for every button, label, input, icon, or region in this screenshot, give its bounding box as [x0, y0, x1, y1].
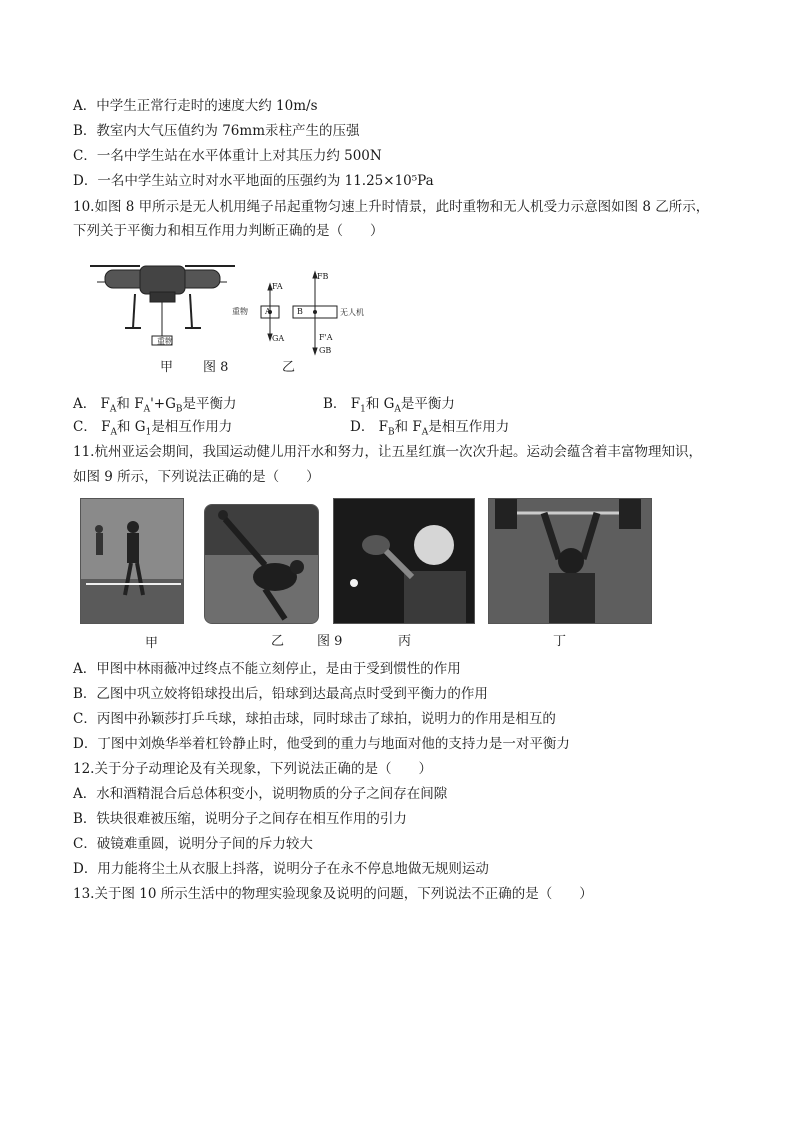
photo-shot-put: [204, 504, 319, 624]
force-fb-label: FB: [317, 272, 329, 281]
q12-option-b: B．铁块很难被压缩，说明分子之间存在相互作用的引力: [73, 811, 407, 827]
figure-8-caption-right: 乙: [282, 360, 296, 375]
q11-option-a: A．甲图中林雨薇冲过终点不能立刻停止，是由于受到惯性的作用: [73, 661, 461, 677]
q12-option-d: D．用力能将尘土从衣服上抖落，说明分子在永不停息地做无规则运动: [73, 861, 489, 877]
figure-9-caption: 图 9: [317, 634, 343, 649]
q10-option-d: D． $F_B$和 $F_A$是相互作用力: [350, 419, 510, 438]
figure-9-caption-jia: 甲: [145, 636, 159, 651]
photo-hurdles: [80, 498, 184, 624]
q12-option-a: A．水和酒精混合后总体积变小，说明物质的分子之间存在间隙: [73, 786, 448, 802]
drone-diagram: [75, 258, 405, 378]
q9-option-a: A．中学生正常行走时的速度大约 10m/s: [73, 98, 318, 114]
force-ga-label: GA: [272, 334, 285, 343]
force-gb-label: GB: [319, 346, 332, 355]
q10-option-b: B． $F_1$和 $G_A$是平衡力: [323, 396, 455, 415]
box-b-label: B: [297, 307, 303, 316]
figure-9-caption-ding: 丁: [553, 634, 567, 649]
q12-option-c: C．破镜难重圆，说明分子间的斥力较大: [73, 836, 313, 852]
q11-option-c: C．丙图中孙颖莎打乒乓球，球拍击球，同时球击了球拍，说明力的作用是相互的: [73, 711, 556, 727]
q10-stem-line2: 下列关于平衡力和相互作用力判断正确的是（ ）: [73, 223, 384, 239]
q13-stem: 13.关于图 10 所示生活中的物理实验现象及说明的问题，下列说法不正确的是（ ）: [73, 886, 593, 902]
box-a-label: A: [265, 307, 271, 316]
q10-option-a: A． $F_A$和 $F_A'+G_B$是平衡力: [73, 396, 237, 415]
q11-stem-line1: 11.杭州亚运会期间，我国运动健儿用汗水和努力，让五星红旗一次次升起。运动会蕴含着丰富物理知识，: [73, 444, 702, 460]
force-fa-prime-label: F'A: [319, 333, 333, 342]
q9-option-d: D．一名中学生站立时对水平地面的压强约为 11.25×10⁵Pa: [73, 173, 434, 189]
figure-9-caption-bing: 丙: [398, 634, 412, 649]
q11-stem-line2: 如图 9 所示，下列说法正确的是（ ）: [73, 469, 320, 485]
figure-9-caption-yi: 乙: [271, 634, 285, 649]
q9-option-c: C．一名中学生站在水平体重计上对其压力约 500N: [73, 148, 382, 164]
q10-option-c: C． $F_A$和 $G_1$是相互作用力: [73, 419, 233, 438]
figure-8: [75, 258, 405, 378]
q11-option-b: B．乙图中巩立姣将铅球投出后，铅球到达最高点时受到平衡力的作用: [73, 686, 488, 702]
photo-weightlifting: [488, 498, 652, 624]
q11-option-d: D．丁图中刘焕华举着杠铃静止时，他受到的重力与地面对他的支持力是一对平衡力: [73, 736, 570, 752]
weight-label-diagram: 重物: [232, 307, 248, 316]
photo-table-tennis: [333, 498, 475, 624]
force-fa-label: FA: [272, 282, 283, 291]
drone-illustration: [90, 266, 235, 345]
figure-8-caption-left: 甲: [160, 360, 174, 375]
weight-label-drone: 重物: [157, 337, 173, 346]
q9-option-b: B．教室内大气压值约为 76mm汞柱产生的压强: [73, 123, 360, 139]
figure-8-caption: 图 8: [203, 360, 229, 375]
drone-label: 无人机: [340, 308, 364, 317]
q10-stem-line1: 10.如图 8 甲所示是无人机用绳子吊起重物匀速上升时情景，此时重物和无人机受力示意图如图 8 乙所示，: [73, 199, 710, 215]
q12-stem: 12.关于分子动理论及有关现象，下列说法正确的是（ ）: [73, 761, 432, 777]
